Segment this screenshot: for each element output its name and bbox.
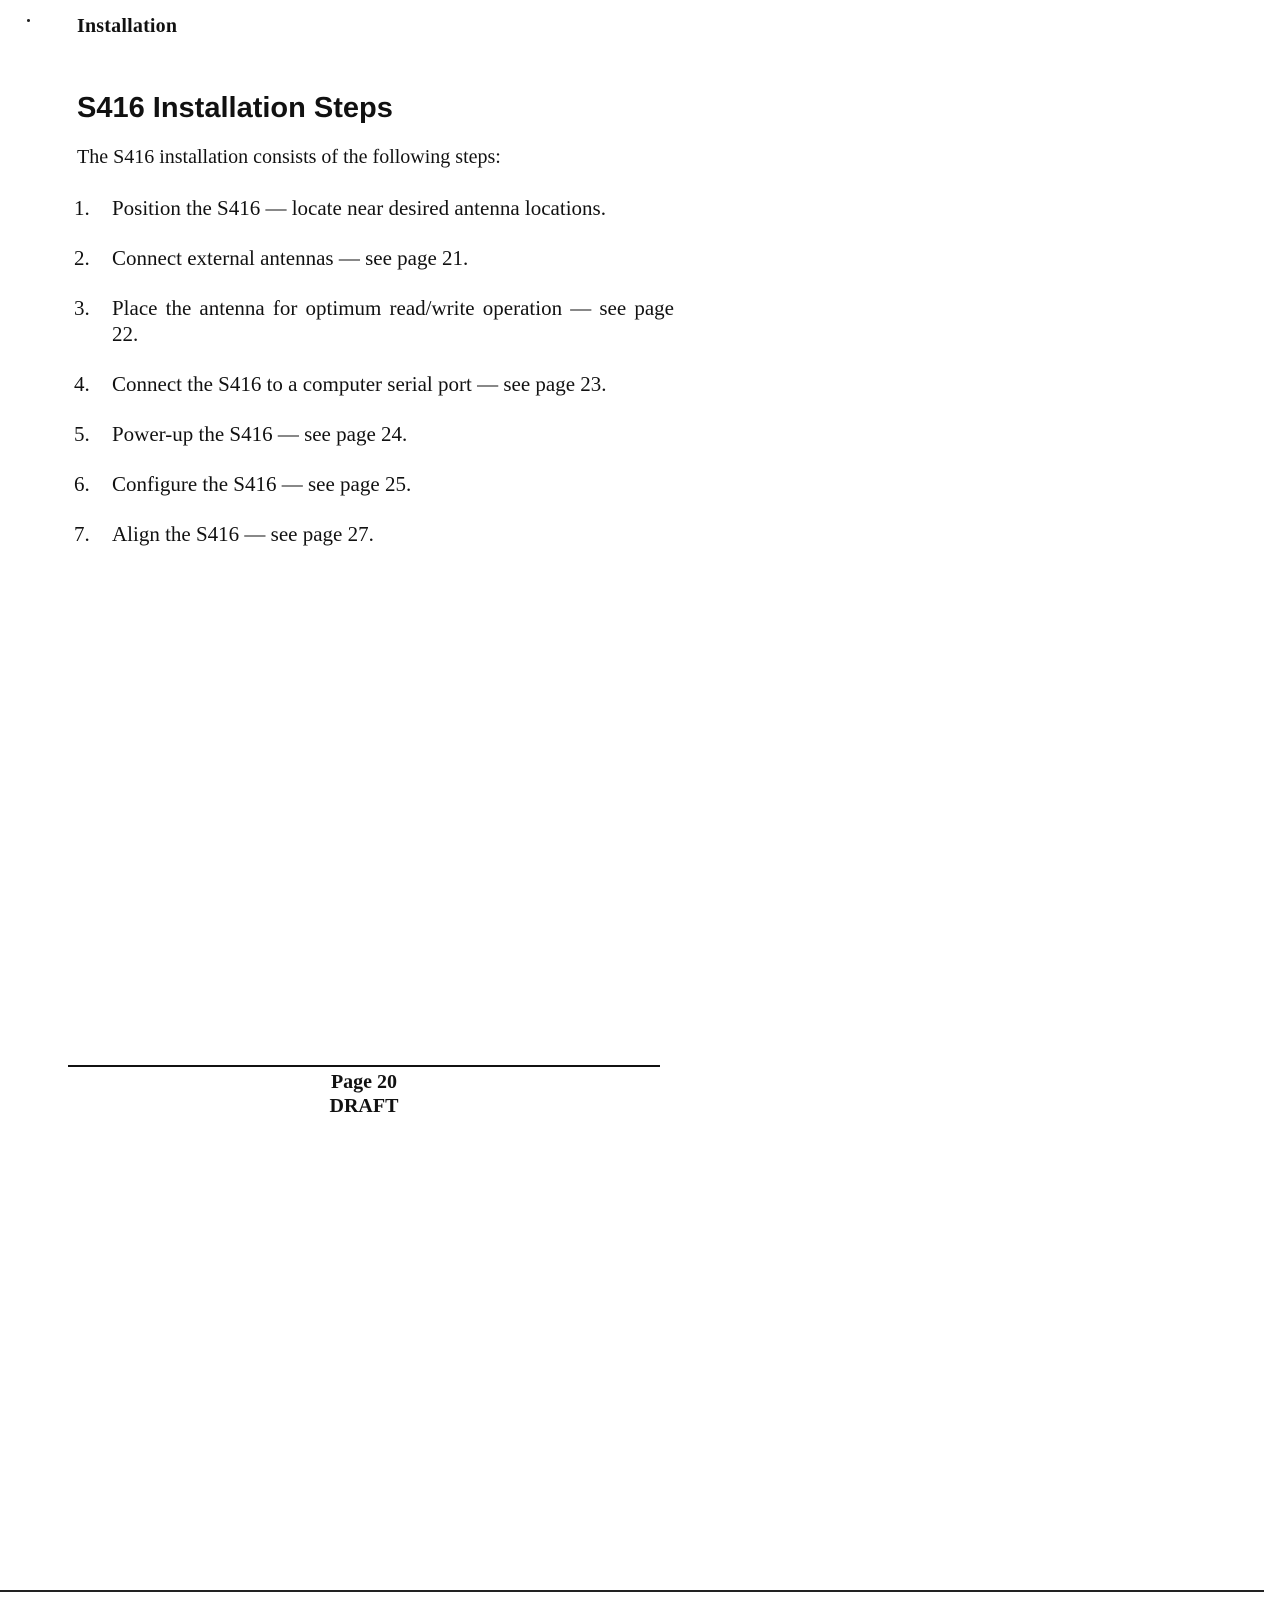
section-title: S416 Installation Steps [77, 92, 393, 124]
step-item-7 [74, 521, 674, 547]
intro-paragraph: The S416 installation consists of the following steps: [77, 146, 501, 168]
page-footer [68, 1070, 660, 1118]
step-number: 3. [74, 296, 90, 320]
step-number: 7. [74, 522, 90, 546]
step-number: 1. [74, 196, 90, 220]
step-item-6 [74, 471, 674, 497]
step-text: Align the S416 — see page 27. [112, 522, 374, 546]
step-number: 6. [74, 472, 90, 496]
step-text: Power-up the S416 — see page 24. [112, 422, 408, 446]
step-item-3 [74, 295, 674, 347]
draft-label: DRAFT [329, 1095, 399, 1117]
step-text: Place the antenna for optimum read/write operation — see page 22. [112, 296, 674, 346]
step-item-2 [74, 245, 674, 271]
page-number: Page 20 [330, 1071, 398, 1093]
step-text: Configure the S416 — see page 25. [112, 472, 412, 496]
step-number: 4. [74, 372, 90, 396]
step-number: 2. [74, 246, 90, 270]
scan-artifact-dot [27, 19, 30, 22]
running-header: Installation [77, 15, 178, 37]
step-number: 5. [74, 422, 90, 446]
step-item-1 [74, 195, 674, 221]
installation-steps-list [74, 195, 674, 571]
step-item-5 [74, 421, 674, 447]
step-text: Position the S416 — locate near desired antenna locations. [112, 196, 606, 220]
step-item-4 [74, 371, 674, 397]
footer-divider [68, 1065, 660, 1067]
scan-bottom-edge [0, 1590, 1264, 1592]
step-text: Connect external antennas — see page 21. [112, 246, 469, 270]
step-text: Connect the S416 to a computer serial port — see page 23. [112, 372, 607, 396]
